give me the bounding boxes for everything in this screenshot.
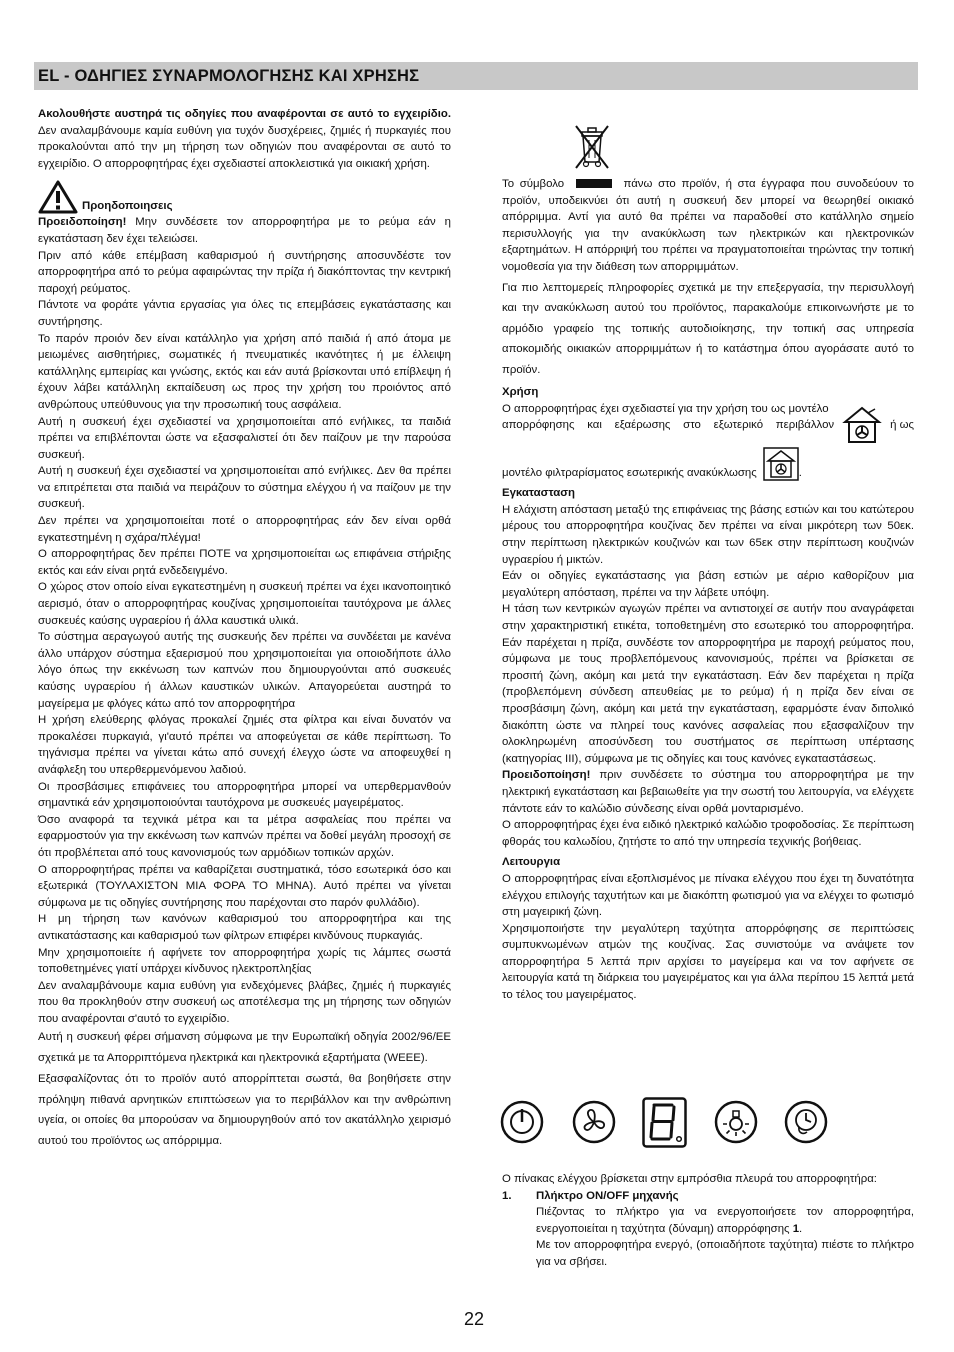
warning-paragraph-17: Δεν αναλαμβάνουμε καμια ευθύνη για ενδεχόμενες βλάβες, ζημιές ή πυρκαγιές που θα προκληθούν στην συσκευή ως αποτέλεσμα της μη τήρησης των οδηγιών που αναφέρονται σ'αυτό το εγχειρίδιο. — [38, 979, 451, 1025]
warning-paragraph-5: Αυτή η συσκευή έχει σχεδιαστεί να χρησιμοποιείται από ενήλικες, τα παιδιά πρέπει να επιβλέπονται ώστε να εξασφαλιστεί ότι δεν παίζουν με την παρούσα συσκευή. — [38, 415, 451, 461]
warnings-heading: Προηδοποιησεις — [82, 199, 173, 212]
house-recirculation-icon — [763, 447, 799, 481]
page-title: EL - ΟΔΗΓΙΕΣ ΣΥΝΑΡΜΟΛΟΓΗΣΗΣ ΚΑΙ ΧΡΗΣΗΣ — [38, 67, 420, 85]
installation-paragraph-4 — [502, 767, 914, 817]
warning-paragraph-2: Πριν από κάθε επέμβαση καθαρισμού ή συντήρησης αποσυνδέστε τον απορροφητήρα από το ρεύμα αφαιρώντας την πρίζα ή διακόπτοντας την κεντρική παροχή ρεύματος. — [38, 249, 451, 295]
warning-paragraph-15: Η μη τήρηση των κανόνων καθαρισμού του απορροφητήρα και της αντικατάστασης και καθαρισμού των φίλτρων επιφέρει κινδύνους πυρκαγιάς. — [38, 913, 451, 942]
intro-paragraph — [38, 106, 451, 172]
warning-paragraph-11: Η χρήση ελεύθερης φλόγας προκαλεί ζημιές στα φίλτρα και είναι δυνατόν να προκαλέσει πυρκαγιά, γι'αυτό πρέπει να αποφεύγεται σε κάθε περίπτωση. Το τηγάνισμα πρέπει να γίνεται κάτω από συνεχή έλεγχο ώστε να αποφευχθεί η ανάφλεξη του υπερθερμενόμενου λαδιού. — [38, 714, 451, 776]
warning-triangle-icon — [38, 180, 78, 214]
use-text-e: . — [798, 466, 802, 479]
warning-paragraph-13: Όσο αναφορά τα τεχνικά μέτρα και τα μέτρα ασφαλείας που πρέπει να εφαρμοστούν για την εκκένωση των καπνών πρέπει να δοθεί μεγάλη προσοχή σε ότι προβλέπεται από τους κανονισμούς των αρμόδιων τοπικών αρχών. — [38, 813, 451, 859]
list-item-title: Πλήκτρο ON/OFF μηχανής — [536, 1189, 679, 1202]
warning-label: Προειδοποίηση! — [38, 216, 127, 229]
power-text-a-end: . — [799, 1222, 803, 1235]
control-panel-text — [502, 1171, 914, 1271]
weee-directive-paragraph: Αυτή η συσκευή φέρει σήμανση σύμφωνα με την Ευρωπαϊκή οδηγία 2002/96/ΕΕ σχετικά με τα Απορριπτόμενα ηλεκτρικά και ηλεκτρονικά εξαρτήματα (WEEE). — [38, 1031, 451, 1065]
use-text-d: μοντέλο φιλτραρίσματος εσωτερικής ανακύκλωσης — [502, 466, 757, 479]
list-item-text-a — [502, 1204, 914, 1237]
power-text-a: Πιέζοντας το πλήκτρο για να ενεργοποιήσετε τον απορροφητήρα, ενεργοποιείται η ταχύτητα (δύναμη) απορρόφησης — [536, 1206, 914, 1235]
weee-paragraph-1 — [502, 176, 914, 276]
warning-paragraph-16: Μην χρησιμοποιείτε ή αφήνετε τον απορροφητήρα χωρίς τις λάμπες σωστά τοποθετημένες γιατί υπάρχει κίνδυνος ηλεκτροπληξίας — [38, 946, 451, 976]
warning-paragraph-1 — [38, 214, 451, 247]
installation-paragraph-5: Ο απορροφητήρας έχει ένα ειδικό ηλεκτρικό καλώδιο τροφοδοσίας. Σε περίπτωση φθοράς του καλωδίου, ζητήστε το από την υπηρεσία τεχνικής βοήθειας. — [502, 819, 914, 848]
installation-warning-text: πριν συνδέσετε το σύστημα του απορροφητήρα με την ηλεκτρική εγκατάσταση και βεβαιωθείτε για την σωστή του λειτουργία, να ελέγχετε πάντοτε εάν το καλώδιο σύνδεσης είναι ορθά μονταρισμένο. — [502, 769, 914, 815]
fan-button-icon — [572, 1100, 616, 1144]
weee-text-b: πάνω στο προϊόν, ή στα έγγραφα που συνοδεύουν το προϊόν, υποδεικνύει ότι αυτή η συσκευή δεν μπορεί να θεωρηθεί οικιακό απόρριμμα. Αντί για αυτό θα πρέπει να παραδοθεί στο κατάλληλο σημείο περισυλλογής για την ανακύκλωση των ηλεκτρικών και ηλεκτρονικών εξαρτημάτων. Η απόρριψή του πρέπει να πραγματοποιείται τηρώντας την τοπική νομοθεσία για την διάθεση των απορριμμάτων. — [502, 178, 914, 273]
warnings-heading-row — [38, 180, 451, 214]
warning-paragraph-9: Ο χώρος στον οποίο είναι εγκατεστημένη η συσκευή πρέπει να έχει ικανοποιητικό αερισμό, όταν ο απορροφητήρας κουζίνας χρησιμοποιείται ταυτόχρονα με άλλες συσκευές καύσης υγραερίου ή άλλα καυστικά υλικά. — [38, 581, 451, 627]
warning-paragraph-4: Το παρόν προιόν δεν είναι κατάλληλο για χρήση από παιδιά ή από άτομα με μειωμένες αισθητήριες, σωματικές ή πνευματικές ικανότητες ή με έλλειψη κατάλληλης εμπειρίας και γνώσης, εκτός και εάν αυτά βρίσκονται υπό επίβλεψη ή έχουν λάβει κατάλληλη εκπαίδευση ως προς την χρήση του προιόντος από ανθρώπους υπεύθυνους για την προσωπική τους ασφάλεια. — [38, 332, 451, 411]
installation-paragraph-2: Εάν οι οδηγίες εγκατάστασης για βάση εστιών με αέριο καθορίζουν μια μεγαλύτερη απόσταση, πρέπει να την λάβετε υπόψη. — [502, 570, 914, 599]
list-item-power — [502, 1188, 914, 1205]
use-text-a: Ο απορροφητήρας έχει σχεδιαστεί για την χρήση του ως μοντέλο — [502, 402, 829, 415]
use-recirculation-row — [502, 447, 914, 481]
operation-paragraph-2: Χρησιμοποιήστε την μεγαλύτερη ταχύτητα απορρόφησης σε περιπτώσεις συμπυκνωμένων ατμών της κουζίνας. Σας συνιστούμε να ανάψετε τον απορροφητήρα 5 λεπτά πριν αρχίσει το μαγείρεμα και να τον αφήνετε σε λειτουργία κατά τη διάρκεια του μαγειρέματος και για άλλα περίπου 15 λεπτά μετά το τέλος του μαγειρέματος. — [502, 922, 914, 1002]
list-number: 1. — [502, 1189, 512, 1202]
black-bar-icon — [576, 179, 612, 188]
installation-paragraph-3: Η τάση των κεντρικών αγωγών πρέπει να αντιστοιχεί σε αυτήν που αναγράφεται στην χαρακτηριστική ετικέτα, τοποθετημένη στο εσωτερικό του απορροφητήρα. Εάν παρέχεται η πρίζα, συνδέστε τον απορροφητήρα με παροχή ρεύματος που, σύμφωνα με τους προβλεπόμενους κανονισμούς, πρέπει να βρίσκεται σε προσιτή ζώνη, ακόμη και μετά την εγκατάσταση. Εάν δεν παρέχεται η πρίζα (προβλεπόμενη σύνδεση απευθείας με το ρεύμα) ή η πρίζα δεν είναι σε προσβάσιμη ζώνη, ακόμη και μετά την εγκατάσταση, εφαρμόστε έναν διπολικό διακόπτη ώστε να πληρεί τους κανόνες ασφαλείας που εξασφαλίζουν την ολοκληρωμένη αποσύνδεση του συστήματος σε περίπτωση υπέρτασης (κατηγορίας III), σύμφωνα με τις οδηγίες και τους κανόνες εγκαταστάσεως. — [502, 603, 914, 765]
weee-symbol-area — [502, 106, 914, 176]
timer-button-icon — [784, 1100, 828, 1144]
use-text-c: ή ως — [890, 418, 914, 431]
crossed-out-bin-icon — [572, 122, 614, 172]
warning-paragraph-10: Το σύστημα αεραγωγού αυτής της συσκευής δεν πρέπει να συνδέεται με κανένα άλλο υπάρχον σύστημα εξαερισμού που χρησιμοποιείται για οποιοδήποτε άλλο λόγο όπως την εκκένωση των καπνών που δημιουργούνται από συσκευές καύσης υγραερίου ή άλλων καυστικών υλικών. Απαγορεύεται αυστηρά το μαγείρεμα με φλόγες κάτω από τον απορροφητήρα — [38, 631, 451, 710]
installation-paragraph-1: Η ελάχιστη απόσταση μεταξύ της επιφάνειας της βάσης εστιών και του κατώτερου μέρους του απορροφητήρα κουζίνας δεν πρέπει να είναι μικρότερη των 50εκ. στην περίπτωση ηλεκτρικών κουζινών και των 65εκ στην περίπτωση κουζινών υγραερίου ή μικτών. — [502, 503, 914, 566]
warning-paragraph-6: Αυτή η συσκευή έχει σχεδιαστεί να χρησιμοποιείται από ενήλικες. Δεν θα πρέπει να επιτρέπεται στα παιδιά να πειράζουν το σύστημα ελέγχου ή να παίζουν με την συσκευή. — [38, 465, 451, 511]
intro-text: Δεν αναλαμβάνουμε καμία ευθύνη για τυχόν δυσχέρειες, ζημιές ή πυρκαγιές που προκαλούνται από την μη τήρηση των οδηγιών που αναφέρονται σε αυτό το εγχειρίδιο. Ο απορροφητήρας έχει σχεδιαστεί αποκλειστικά για οικιακή χρήση. — [38, 124, 451, 170]
weee-text-a: Το σύμβολο — [502, 178, 570, 190]
warning-text-1: Μην συνδέσετε τον απορροφητήρα με το ρεύμα εάν η εγκατάσταση δεν έχει τελειώσει. — [38, 216, 451, 245]
warning-paragraph-8: Ο απορροφητήρας δεν πρέπει ΠΟΤΕ να χρησιμοποιείται ως επιφάνεια στήριξης εκτός και εάν είναι ρητά ενδεδειγμένο. — [38, 548, 451, 577]
list-item-text-b: Με τον απορροφητήρα ενεργό, (οποιαδήποτε ταχύτητα) πιέστε το πλήκτρο για να σβήσει. — [536, 1239, 914, 1268]
warning-paragraph-7: Δεν πρέπει να χρησιμοποιείται ποτέ ο απορροφητήρας εάν δεν είναι ορθά εγκατεστημένη η σχάρα/πλέγμα! — [38, 515, 451, 544]
operation-heading: Λειτουργια — [502, 856, 561, 869]
disposal-paragraph: Εξασφαλίζοντας ότι το προϊόν αυτό απορρίπτεται σωστά, θα βοηθήσετε στην πρόληψη πιθανά αρνητικών επιπτώσεων για το περιβάλλον και την ανθρώπινη υγεία, οι οποίες θα μπορούσαν να δημιουργηθούν από τον ακατάλληλο χειρισμό αυτού του προϊόντος ως απόρριμμα. — [38, 1072, 451, 1147]
power-speed-number: 1 — [792, 1222, 800, 1235]
weee-paragraph-2: Για πιο λεπτομερείς πληροφορίες σχετικά με την επεξεργασία, την περισυλλογή και την ανακύκλωση αυτού του προϊόντος, παρακαλούμε επικοινωνήστε με το αρμόδιο γραφείο της τοπικής αυτοδιοίκησης, την τοπική σας υπηρεσία αποκομιδής οικιακών απορριμμάτων ή το κατάστημα όπου αγοράσατε αυτό το προϊόν. — [502, 281, 914, 376]
installation-heading: Εγκατασταση — [502, 487, 575, 500]
use-text-b: απορρόφησης και εξαέρωσης στο εξωτερικό περιβάλλον — [502, 418, 835, 431]
left-column — [38, 106, 451, 1152]
seven-segment-display-icon — [642, 1097, 690, 1149]
house-exhaust-icon — [842, 405, 882, 445]
power-button-icon — [500, 1100, 544, 1144]
section-header — [34, 62, 918, 90]
light-button-icon — [714, 1100, 758, 1144]
control-panel-illustration — [500, 1097, 830, 1151]
warning-paragraph-14: Ο απορροφητήρας πρέπει να καθαρίζεται συστηματικά, τόσο εσωτερικά όσο και εξωτερικά (ΤΟΥΛΑΧΙΣΤΟΝ ΜΙΑ ΦΟΡΑ ΤΟ ΜΗΝΑ). Αυτό πρέπει να γίνεται σύμφωνα με τις οδηγίες συντήρησης που παρέχονται στο παρόν φυλλάδιο). — [38, 863, 451, 909]
use-heading: Χρήση — [502, 386, 539, 399]
installation-warning-label: Προειδοποίηση! — [502, 769, 591, 782]
panel-paragraph: Ο πίνακας ελέγχου βρίσκεται στην εμπρόσθια πλευρά του απορροφητήρα: — [502, 1173, 877, 1185]
right-column — [502, 106, 914, 1004]
operation-paragraph-1: Ο απορροφητήρας είναι εξοπλισμένος με πίνακα ελέγχου που έχει τη δυνατότητα ελέγχου επιλογής ταχυτήτων και με διακόπτη φωτισμού για να ελέγχει το φωτισμό στη μαγειρική ζώνη. — [502, 872, 914, 919]
warning-paragraph-12: Οι προσβάσιμες επιφάνειες του απορροφητήρα μπορεί να υπερθερμανθούν σημαντικά εάν χρησιμοποιούνται ταυτόχρονα με συσκευές μαγειρέματος. — [38, 780, 451, 810]
intro-bold: Ακολουθήστε αυστηρά τις οδηγίες που αναφέρονται σε αυτό το εγχειρίδιο. — [38, 108, 451, 120]
page-number: 22 — [464, 1309, 485, 1329]
warning-paragraph-3: Πάντοτε να φοράτε γάντια εργασίας για όλες τις επεμβάσεις εγκατάστασης και συντήρησης. — [38, 299, 451, 328]
